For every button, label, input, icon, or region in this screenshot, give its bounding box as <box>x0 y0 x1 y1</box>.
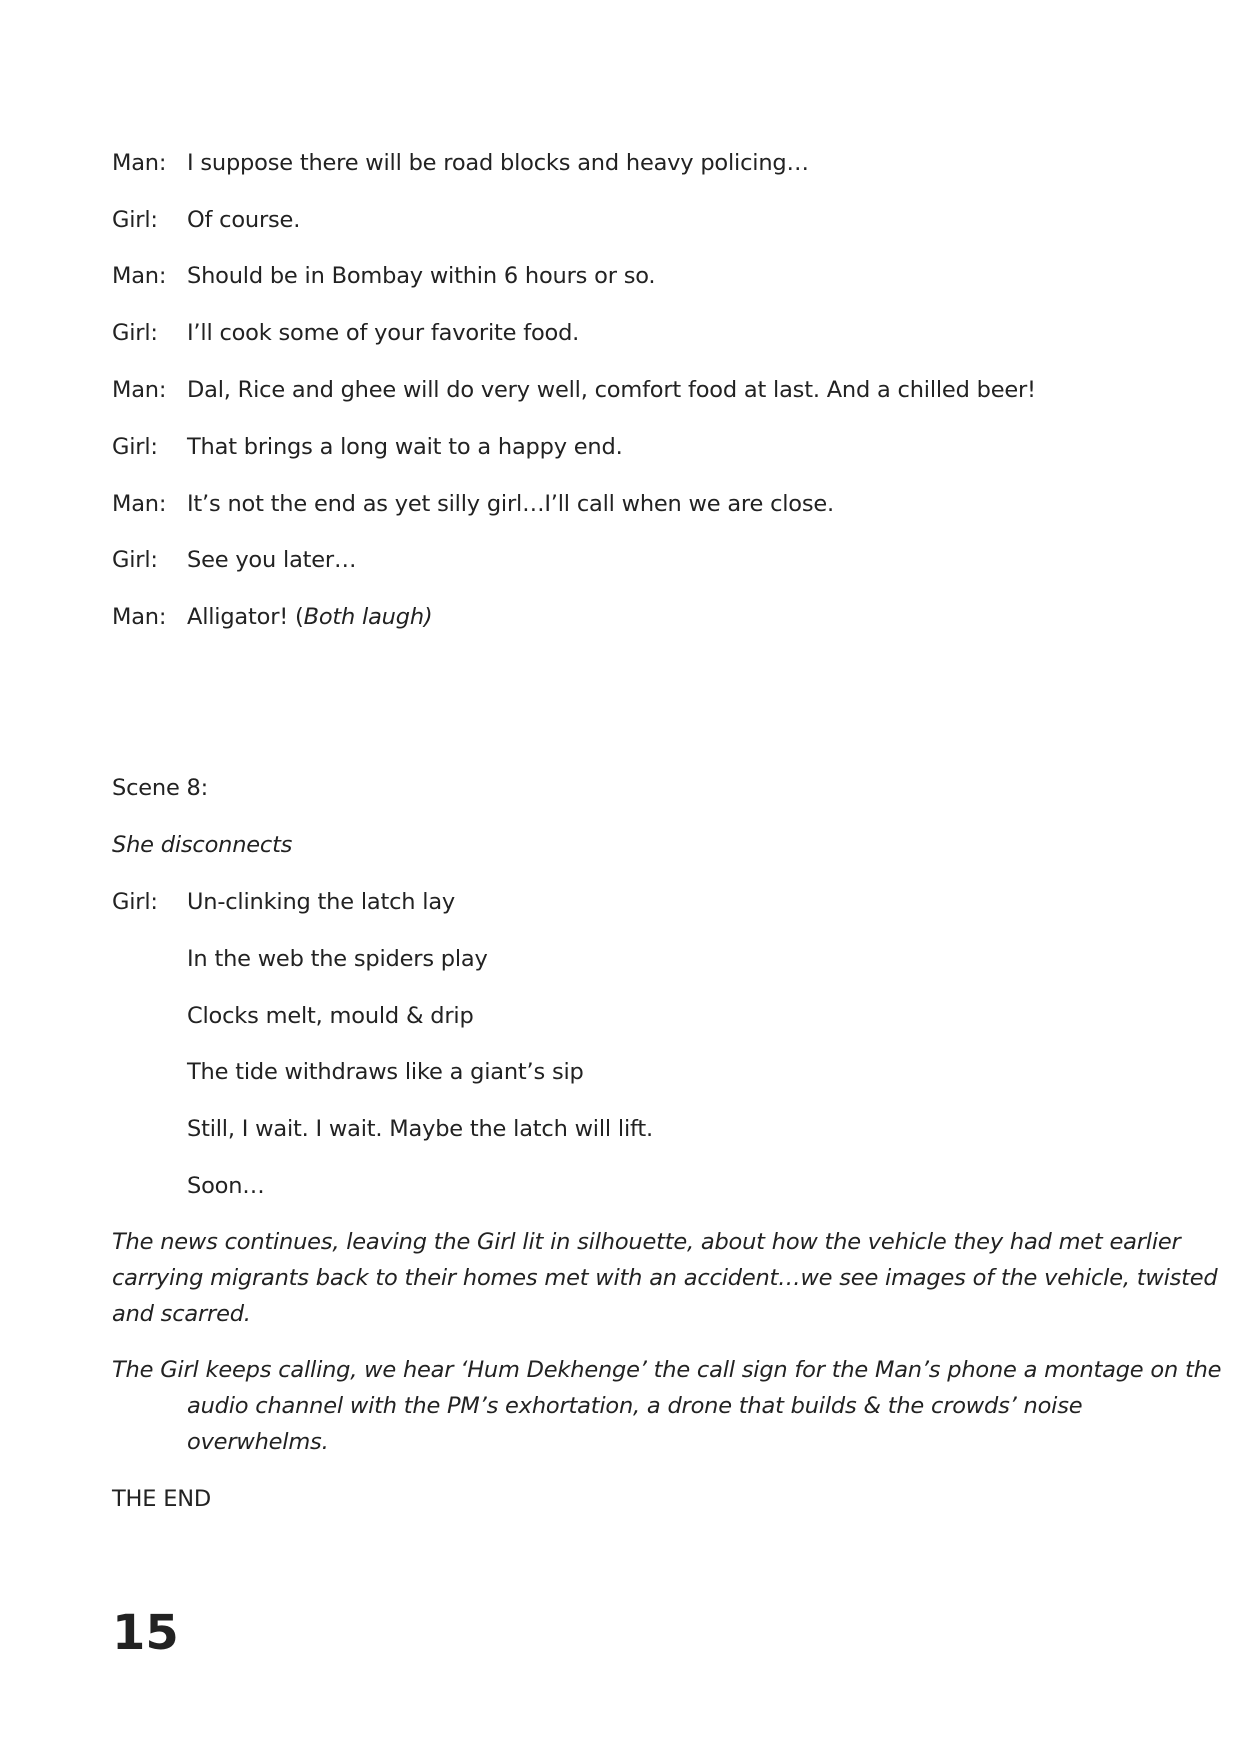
dialogue-text: Dal, Rice and ghee will do very well, comfort food at last. And a chilled beer! <box>187 377 1036 403</box>
dialogue-text: I’ll cook some of your favorite food. <box>187 320 580 346</box>
speaker-name: Man: <box>112 150 167 176</box>
dialogue-line <box>112 377 1036 403</box>
dialogue-line <box>112 434 623 460</box>
paragraph-line: overwhelms. <box>187 1429 329 1455</box>
dialogue-line <box>112 491 834 517</box>
stage-direction-paragraph <box>112 1352 1222 1460</box>
dialogue-line <box>112 604 432 630</box>
dialogue-line <box>112 263 655 289</box>
dialogue-text: It’s not the end as yet silly girl…I’ll call when we are close. <box>187 491 834 517</box>
dialogue-text: See you later… <box>187 547 357 573</box>
dialogue-line <box>112 547 356 573</box>
paragraph-line: and scarred. <box>112 1301 251 1327</box>
dialogue-line <box>112 207 300 233</box>
speaker-name: Girl: <box>112 434 158 460</box>
stage-direction: She disconnects <box>112 832 293 858</box>
scene-heading: Scene 8: <box>112 775 209 801</box>
poem-line: Clocks melt, mould & drip <box>187 1003 474 1029</box>
speaker-name: Girl: <box>112 889 158 915</box>
dialogue-text: Alligator! ( <box>187 604 304 630</box>
speaker-name: Girl: <box>112 207 158 233</box>
speaker-name: Man: <box>112 604 167 630</box>
dialogue-text: I suppose there will be road blocks and heavy policing… <box>187 150 809 176</box>
paragraph-line: audio channel with the PM’s exhortation, a drone that builds & the crowds’ noise <box>187 1393 1083 1419</box>
poem-line <box>112 889 455 915</box>
paragraph-line: carrying migrants back to their homes met with an accident…we see images of the vehicle, twisted <box>112 1265 1218 1291</box>
dialogue-line <box>112 150 809 176</box>
dialogue-text: That brings a long wait to a happy end. <box>187 434 623 460</box>
poem-line: The tide withdraws like a giant’s sip <box>187 1059 584 1085</box>
speaker-name: Girl: <box>112 320 158 346</box>
stage-direction-paragraph <box>112 1224 1218 1332</box>
poem-line: Still, I wait. I wait. Maybe the latch will lift. <box>187 1116 653 1142</box>
stage-direction-inline: Both laugh) <box>303 604 433 630</box>
paragraph-line: The Girl keeps calling, we hear ‘Hum Dekhenge’ the call sign for the Man’s phone a montage on the <box>112 1357 1222 1383</box>
speaker-name: Girl: <box>112 547 158 573</box>
poem-line: In the web the spiders play <box>187 946 488 972</box>
dialogue-line <box>112 320 579 346</box>
dialogue-text: Of course. <box>187 207 301 233</box>
the-end: THE END <box>112 1486 212 1512</box>
paragraph-line: The news continues, leaving the Girl lit in silhouette, about how the vehicle they had met earlier <box>112 1229 1181 1255</box>
poem-text: Un-clinking the latch lay <box>187 889 456 915</box>
speaker-name: Man: <box>112 491 167 517</box>
speaker-name: Man: <box>112 377 167 403</box>
speaker-name: Man: <box>112 263 167 289</box>
poem-line: Soon… <box>187 1173 265 1199</box>
page-number: 15 <box>112 1605 179 1661</box>
dialogue-text: Should be in Bombay within 6 hours or so. <box>187 263 656 289</box>
